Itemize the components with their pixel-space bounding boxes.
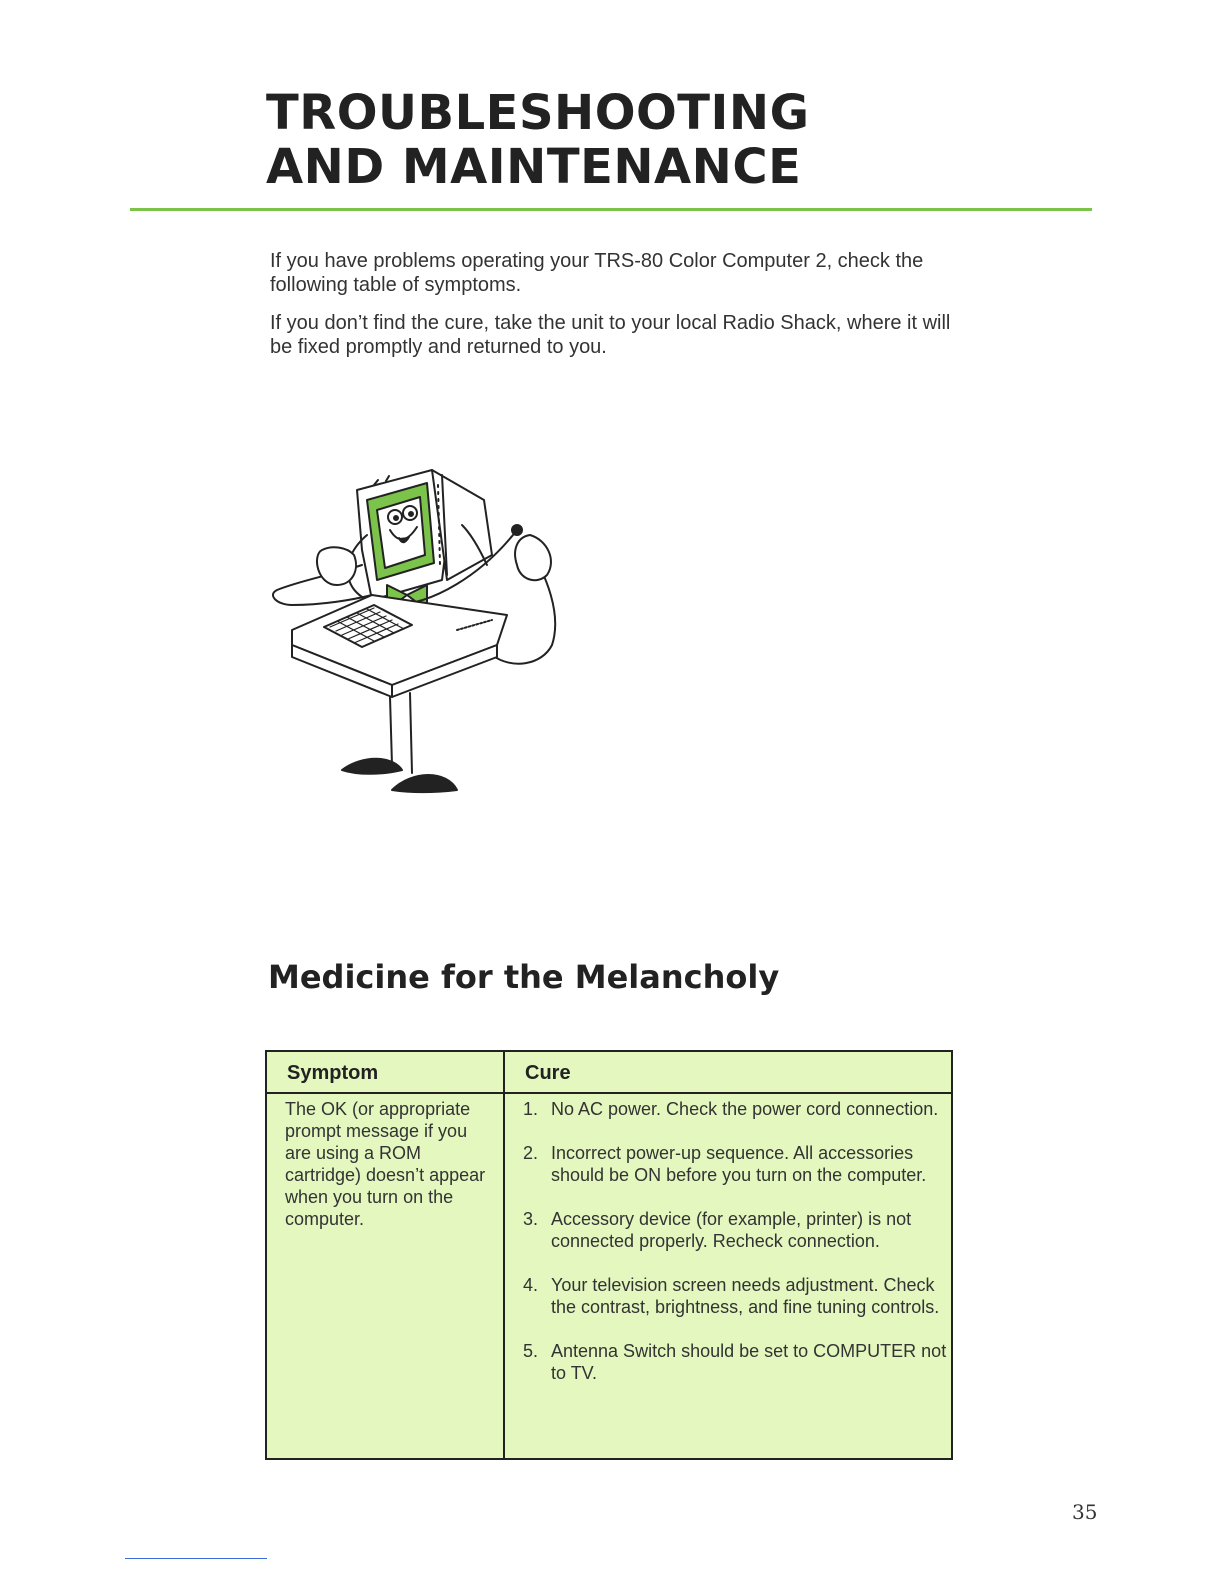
cure-list xyxy=(523,1098,947,1406)
symptom-cell: The OK (or appropriate prompt message if you are using a ROM cartridge) doesn’t appear when you turn on the computer. xyxy=(285,1099,486,1229)
cure-number: 5. xyxy=(523,1341,539,1361)
cure-number: 4. xyxy=(523,1275,539,1295)
cure-number: 3. xyxy=(523,1209,539,1229)
cure-number: 1. xyxy=(523,1099,539,1119)
table-column-divider xyxy=(503,1052,505,1458)
chapter-title-line1: TROUBLESHOOTING xyxy=(266,85,810,141)
cure-text: Incorrect power-up sequence. All accessories should be ON before you turn on the computer. xyxy=(551,1143,927,1185)
cure-text: No AC power. Check the power cord connection. xyxy=(551,1099,939,1119)
header-symptom: Symptom xyxy=(287,1062,379,1084)
cure-item xyxy=(523,1098,947,1120)
section-title: Medicine for the Melancholy xyxy=(268,958,780,996)
chapter-title-line2: AND MAINTENANCE xyxy=(266,139,802,195)
cure-item xyxy=(523,1340,947,1384)
cure-item xyxy=(523,1274,947,1318)
intro-paragraph-2: If you don’t find the cure, take the unit to your local Radio Shack, where it will be fixed promptly and returned to you. xyxy=(270,312,951,358)
table-header-rule xyxy=(267,1092,951,1094)
cure-item xyxy=(523,1208,947,1252)
title-divider xyxy=(130,208,1092,211)
cartoon-computer-doctor-icon xyxy=(262,455,572,800)
cure-item xyxy=(523,1142,947,1186)
cure-text: Accessory device (for example, printer) is not connected properly. Recheck connection. xyxy=(551,1209,912,1251)
cure-number: 2. xyxy=(523,1143,539,1163)
header-cure: Cure xyxy=(525,1062,571,1084)
footer-rule xyxy=(125,1558,267,1559)
cure-text: Your television screen needs adjustment. Check the contrast, brightness, and fine tuning controls. xyxy=(551,1275,940,1317)
chapter-title xyxy=(266,86,809,194)
symptom-cure-table xyxy=(265,1050,953,1460)
intro-paragraph-1: If you have problems operating your TRS-80 Color Computer 2, check the following table of symptoms. xyxy=(270,250,924,296)
page-number: 35 xyxy=(1072,1500,1098,1524)
cure-text: Antenna Switch should be set to COMPUTER not to TV. xyxy=(551,1341,947,1383)
